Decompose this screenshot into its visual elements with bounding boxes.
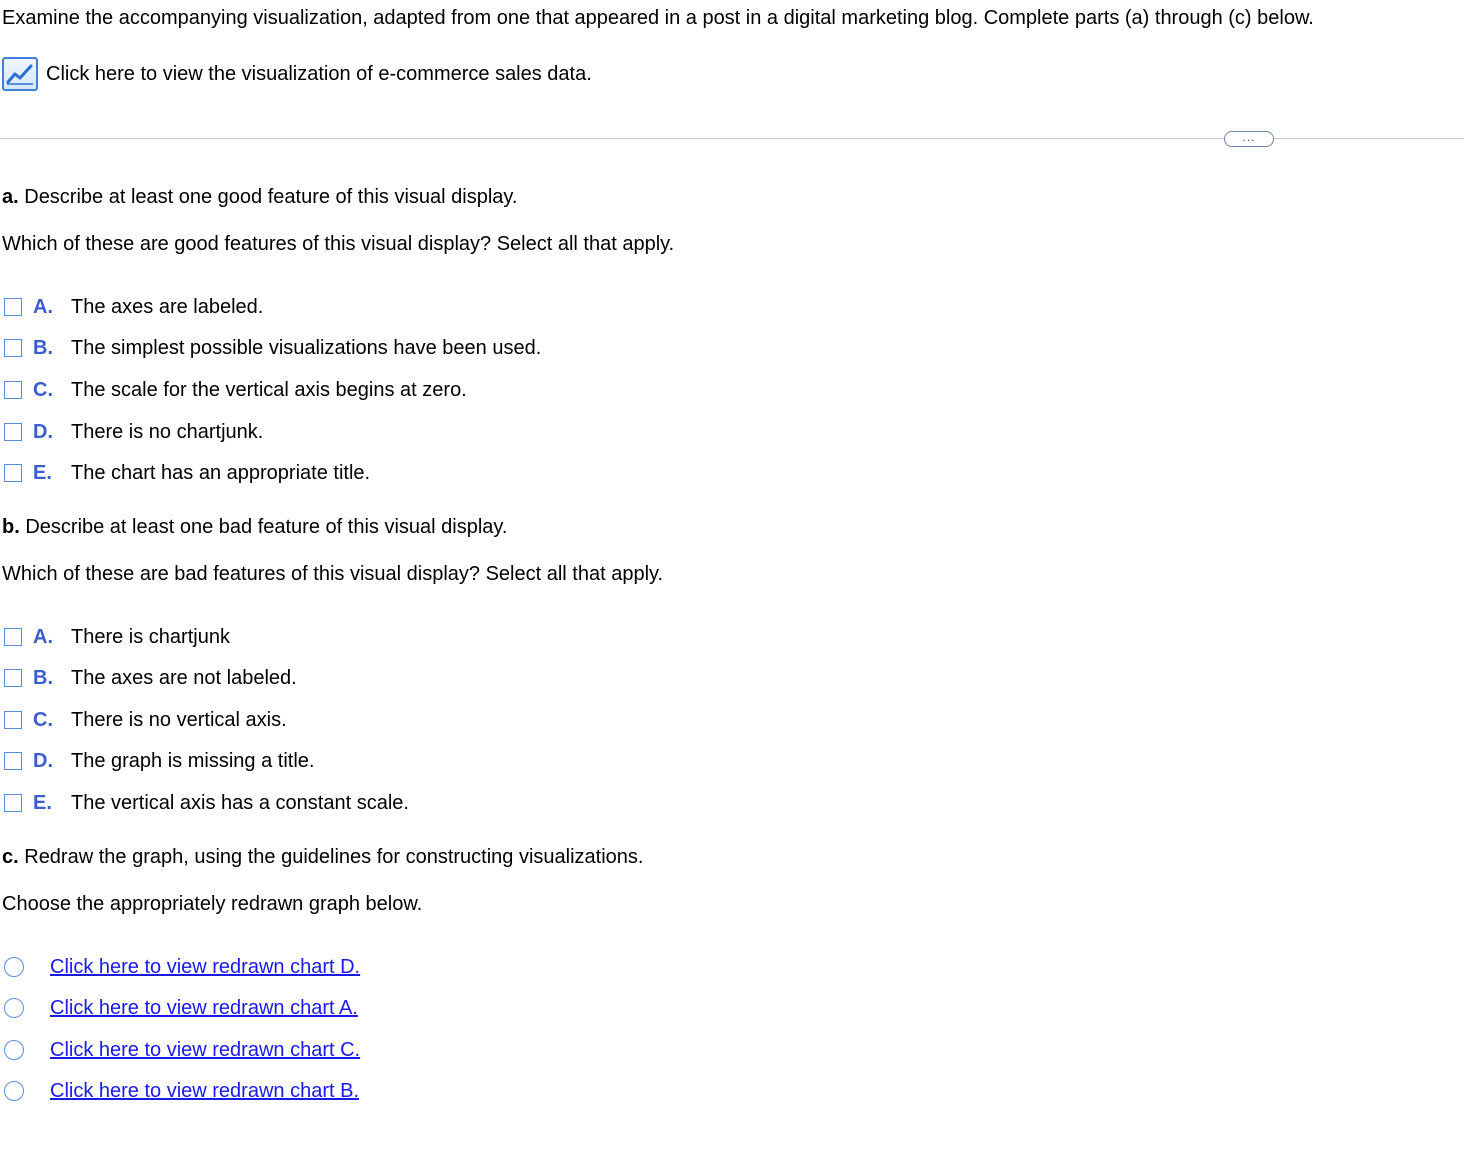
radio-button[interactable] <box>4 1040 24 1060</box>
option-letter: D. <box>33 420 53 443</box>
redrawn-chart-link[interactable]: Click here to view redrawn chart D. <box>50 955 361 978</box>
part-c-letter: c. <box>2 846 19 868</box>
option-letter: E. <box>33 791 52 814</box>
option-letter: E. <box>33 461 52 484</box>
radio-button[interactable] <box>4 1081 24 1101</box>
checkbox[interactable] <box>4 669 22 687</box>
radio-button[interactable] <box>4 998 24 1018</box>
option-text: The chart has an appropriate title. <box>71 461 371 484</box>
redrawn-chart-link[interactable]: Click here to view redrawn chart B. <box>50 1079 360 1102</box>
option-text: The axes are labeled. <box>71 295 264 318</box>
option-letter: B. <box>33 666 53 689</box>
part-b-letter: b. <box>2 516 20 538</box>
part-a-option-a[interactable] <box>4 293 263 321</box>
part-a-option-b[interactable] <box>4 334 541 362</box>
part-b-option-e[interactable] <box>4 789 409 817</box>
option-text: The simplest possible visualizations have been used. <box>71 336 542 359</box>
checkbox[interactable] <box>4 298 22 316</box>
option-text: The scale for the vertical axis begins at zero. <box>71 378 467 401</box>
part-c-option-3[interactable] <box>4 1036 360 1064</box>
option-letter: A. <box>33 625 53 648</box>
checkbox[interactable] <box>4 711 22 729</box>
part-a-question: Which of these are good features of this visual display? Select all that apply. <box>2 233 675 255</box>
line-chart-icon <box>2 57 38 91</box>
part-b-option-d[interactable] <box>4 747 314 775</box>
option-text: The vertical axis has a constant scale. <box>71 791 409 814</box>
option-letter: C. <box>33 708 53 731</box>
redrawn-chart-link[interactable]: Click here to view redrawn chart A. <box>50 996 358 1019</box>
redrawn-chart-link[interactable]: Click here to view redrawn chart C. <box>50 1038 361 1061</box>
part-a-letter: a. <box>2 186 19 208</box>
option-text: The axes are not labeled. <box>71 666 297 689</box>
radio-button[interactable] <box>4 957 24 977</box>
part-c-option-4[interactable] <box>4 1077 359 1105</box>
part-a-heading <box>2 186 518 209</box>
part-c-question: Choose the appropriately redrawn graph below. <box>2 893 423 915</box>
part-b-heading-text: Describe at least one bad feature of this visual display. <box>19 516 508 538</box>
option-text: There is no chartjunk. <box>71 420 264 443</box>
part-b-option-b[interactable] <box>4 664 297 692</box>
part-b-heading <box>2 516 507 539</box>
checkbox[interactable] <box>4 464 22 482</box>
part-c-option-2[interactable] <box>4 994 358 1022</box>
option-text: The graph is missing a title. <box>71 749 315 772</box>
part-c-heading <box>2 846 643 869</box>
option-letter: C. <box>33 378 53 401</box>
more-options-button[interactable]: ... <box>1224 131 1274 147</box>
instructions-text: Examine the accompanying visualization, adapted from one that appeared in a post in a digital marketing blog. Complete parts (a) through (c) below. <box>2 7 1314 29</box>
option-text: There is no vertical axis. <box>71 708 287 731</box>
part-a-option-e[interactable] <box>4 459 370 487</box>
option-letter: D. <box>33 749 53 772</box>
part-c-option-1[interactable] <box>4 953 360 981</box>
checkbox[interactable] <box>4 794 22 812</box>
part-c-heading-text: Redraw the graph, using the guidelines for constructing visualizations. <box>18 846 644 868</box>
option-letter: B. <box>33 336 53 359</box>
option-letter: A. <box>33 295 53 318</box>
checkbox[interactable] <box>4 423 22 441</box>
view-visualization-link[interactable] <box>2 54 592 94</box>
part-a-heading-text: Describe at least one good feature of this visual display. <box>18 186 518 208</box>
part-b-option-a[interactable] <box>4 623 230 651</box>
part-a-option-c[interactable] <box>4 376 467 404</box>
view-visualization-label: Click here to view the visualization of e-commerce sales data. <box>46 62 592 85</box>
part-b-question: Which of these are bad features of this visual display? Select all that apply. <box>2 563 664 585</box>
part-a-option-d[interactable] <box>4 418 263 446</box>
option-text: There is chartjunk <box>71 625 230 648</box>
checkbox[interactable] <box>4 339 22 357</box>
checkbox[interactable] <box>4 628 22 646</box>
checkbox[interactable] <box>4 381 22 399</box>
part-b-option-c[interactable] <box>4 706 287 734</box>
checkbox[interactable] <box>4 752 22 770</box>
